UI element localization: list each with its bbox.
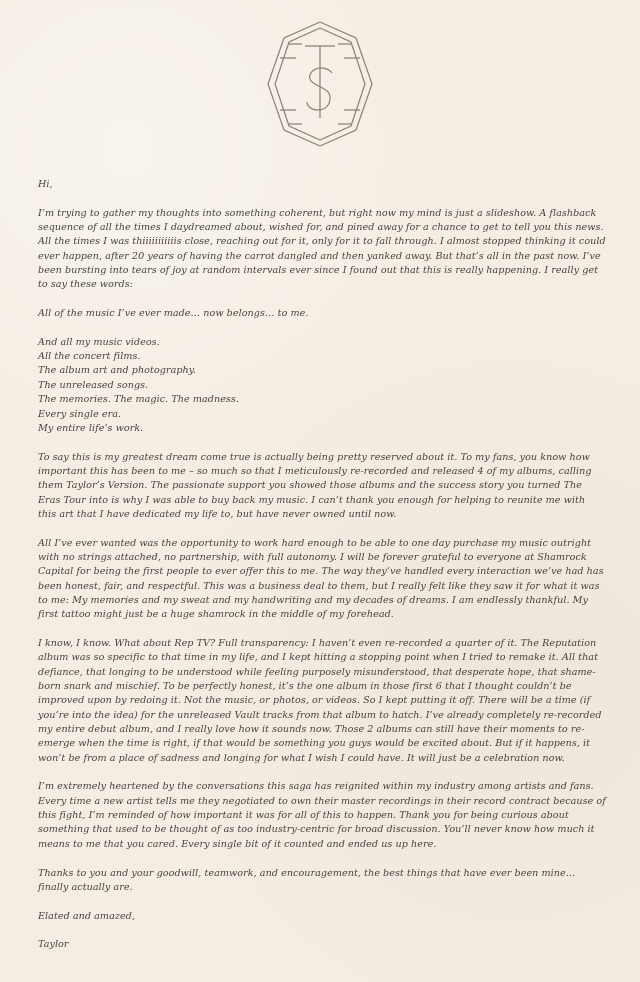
closing-line: Elated and amazed, — [38, 910, 135, 922]
letter-body — [38, 178, 606, 953]
paragraph-5: I know, I know. What about Rep TV? Full transparency: I haven’t even re-recorded a quarter of it. The Reputation album was so specific to that time in my life, and I kept hitting a stopping point when I tried to remake it. All that defiance, that longing to be understood while feeling purposely misunderstood, that desperate hope, that shame-born snark and mischief. To be perfectly honest, it’s the one album in those first 6 that I thought couldn’t be improved upon by redoing it. Not the music, or photos, or videos. So I kept putting it off. There will be a time (if you’re into the idea) for the unreleased Vault tracks from that album to hatch. I’ve already completely re-recorded my entire debut album, and I really love how it sounds now. Those 2 albums can still have their moments to re-emerge when the time is right, if that would be something you guys would be excited about. But if it happens, it won’t be from a place of sadness and longing for what I wish I could have. It will just be a celebration now. — [38, 638, 602, 764]
paragraph-2: All of the music I’ve ever made… now belongs… to me. — [38, 308, 309, 320]
list-item: Every single era. — [38, 408, 122, 420]
signature-name: Taylor — [38, 939, 69, 951]
spacer — [38, 924, 606, 938]
monogram-emblem — [260, 18, 380, 150]
paragraph-6: I’m extremely heartened by the conversations this saga has reignited within my industry among artists and fans. Every time a new artist tells me they negotiated to own their master recordings in their record contract because of this fight, I’m reminded of how important it was for all of this to happen. Thank you for being curious about something that used to be thought of as too industry-centric for broad discussion. You’ll never know how much it means to me that you cared. Every single bit of it counted and ended us up here. — [38, 781, 606, 850]
owned-items-list — [38, 336, 606, 436]
list-item: The memories. The magic. The madness. — [38, 394, 239, 406]
spacer — [38, 522, 606, 536]
list-item: The unreleased songs. — [38, 379, 149, 391]
paragraph-1: I’m trying to gather my thoughts into something coherent, but right now my mind is just a slideshow. A flashback sequence of all the times I daydreamed about, wished for, and pined away for a chance to get to tell you this news. All the times I was thiiiiiiiiiiis close, reaching out for it, only for it to fall through. I almost stopped thinking it could ever happen, after 20 years of having the carrot dangled and then yanked away. But that’s all in the past now. I’ve been bursting into tears of joy at random intervals ever since I found out that this is really happening. I really get to say these words: — [38, 207, 606, 291]
spacer — [38, 192, 606, 206]
spacer — [38, 895, 606, 909]
list-item: The album art and photography. — [38, 365, 197, 377]
greeting: Hi, — [38, 179, 53, 190]
spacer — [38, 293, 606, 307]
list-item: All the concert films. — [38, 351, 141, 363]
ts-monogram-logo — [260, 18, 380, 150]
spacer — [38, 623, 606, 637]
spacer — [38, 766, 606, 780]
spacer — [38, 321, 606, 335]
paragraph-4: All I’ve ever wanted was the opportunity to work hard enough to be able to one day purchase my music outright with no strings attached, no partnership, with full autonomy. I will be forever grateful to everyone at Shamrock Capital for being the first people to ever offer this to me. The way they’ve handled every interaction we’ve had has been honest, fair, and respectful. This was a business deal to them, but I really felt like they saw it for what it was to me: My memories and my sweat and my handwriting and my decades of dreams. I am endlessly thankful. My first tattoo might just be a huge shamrock in the middle of my forehead. — [38, 537, 604, 621]
paragraph-3: To say this is my greatest dream come true is actually being pretty reserved about it. To my fans, you know how important this has been to me – so much so that I meticulously re-recorded and released 4 of my albums, calling them Taylor’s Version. The passionate support you showed those albums and the success story you turned The Eras Tour into is why I was able to buy back my music. I can’t thank you enough for helping to reunite me with this art that I have dedicated my life to, but have never owned until now. — [38, 451, 592, 520]
list-item: And all my music videos. — [38, 336, 160, 348]
list-item: My entire life’s work. — [38, 422, 144, 434]
paragraph-7: Thanks to you and your goodwill, teamwork, and encouragement, the best things that have ever been mine… finally actually are. — [38, 867, 576, 893]
spacer — [38, 436, 606, 450]
spacer — [38, 852, 606, 866]
